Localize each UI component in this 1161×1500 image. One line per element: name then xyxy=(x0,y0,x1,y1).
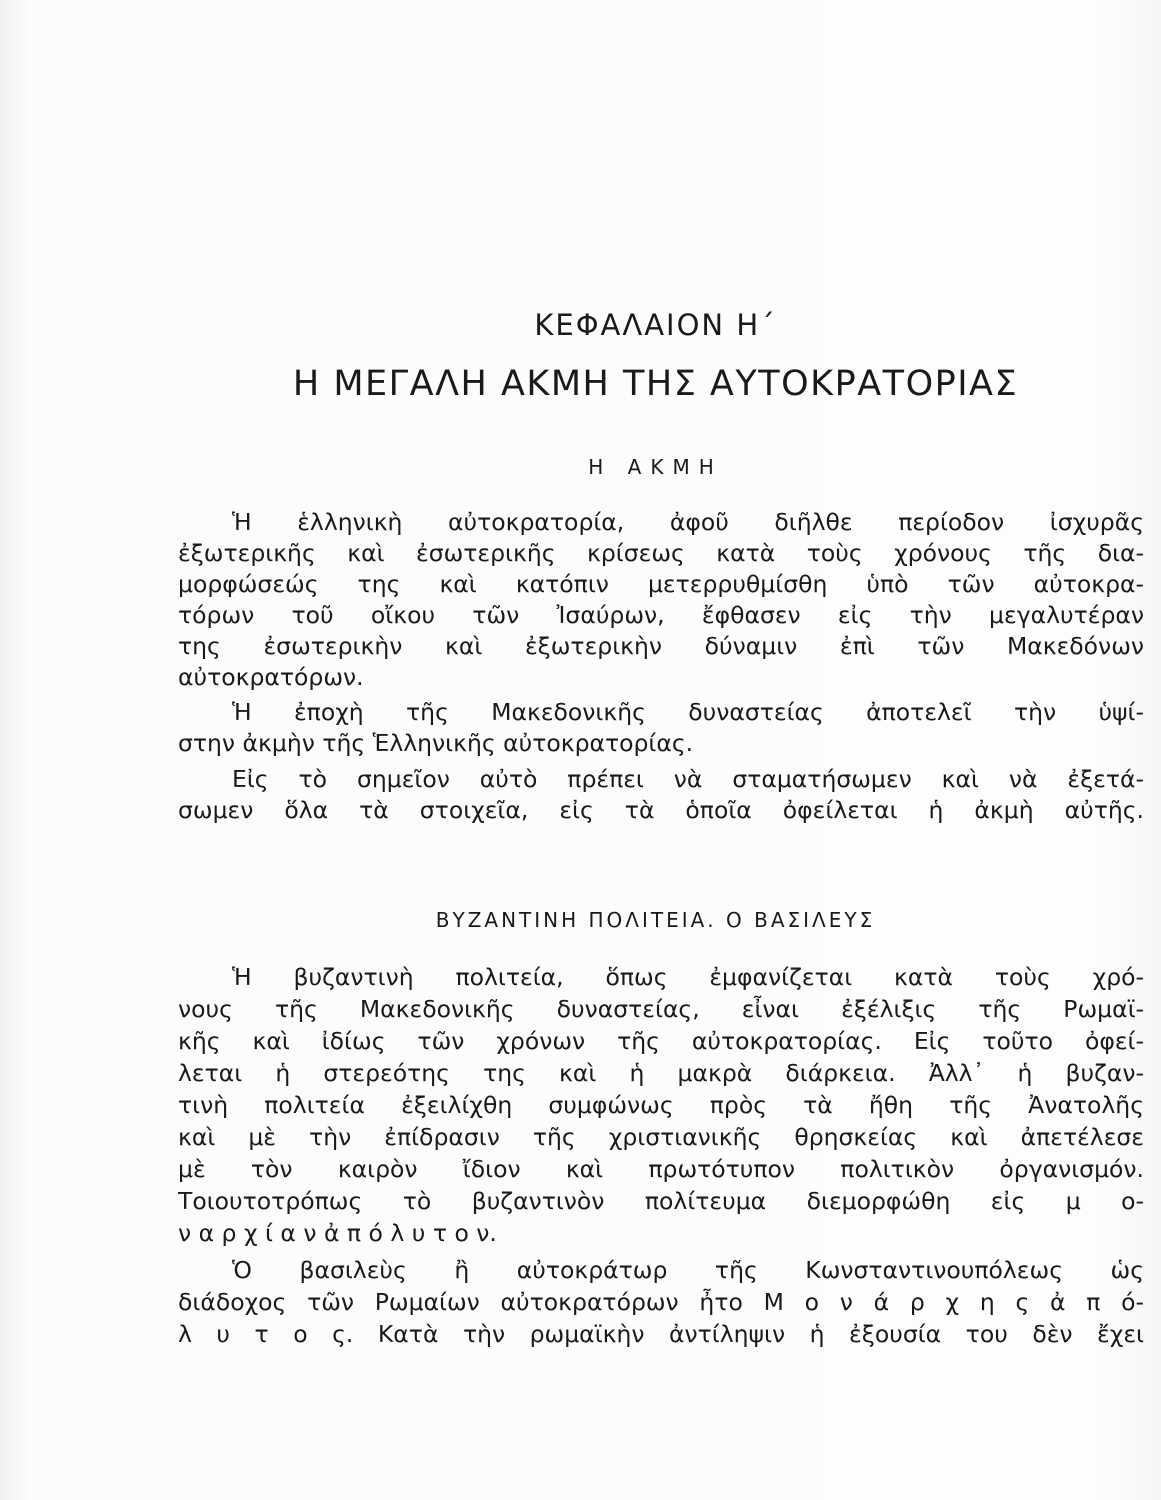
paragraph-line: τινὴ πολιτεία ἐξειλίχθη συμφώνως πρὸς τὰ ἤθη τῆς Ἀνατολῆς xyxy=(178,1091,1144,1119)
paragraph-line: ν α ρ χ ί α ν ἀ π ό λ υ τ ο ν. xyxy=(178,1219,497,1247)
paragraph-line: μορφώσεώς της καὶ κατόπιν μετερρυθμίσθη ὑπὸ τῶν αὐτοκρα- xyxy=(178,570,1144,598)
chapter-title: Η ΜΕΓΑΛΗ ΑΚΜΗ ΤΗΣ ΑΥΤΟΚΡΑΤΟΡΙΑΣ xyxy=(292,364,1019,404)
paragraph-line: Ἡ ἐποχὴ τῆς Μακεδονικῆς δυναστείας ἀποτελεῖ τὴν ὑψί- xyxy=(232,698,1144,726)
paragraph-line: Ὁ βασιλεὺς ἢ αὐτοκράτωρ τῆς Κωνσταντινουπόλεως ὡς xyxy=(232,1256,1144,1284)
section-heading-akmi: Η ΑΚΜΗ xyxy=(588,455,723,479)
paragraph-line: Ἡ βυζαντινὴ πολιτεία, ὅπως ἐμφανίζεται κατὰ τοὺς χρό- xyxy=(232,963,1144,991)
paragraph-line: σωμεν ὅλα τὰ στοιχεῖα, εἰς τὰ ὁποῖα ὀφείλεται ἡ ἀκμὴ αὐτῆς. xyxy=(178,796,1144,824)
paragraph-line: στην ἀκμὴν τῆς Ἑλληνικῆς αὐτοκρατορίας. xyxy=(178,729,694,757)
paragraph-line: μὲ τὸν καιρὸν ἴδιον καὶ πρωτότυπον πολιτικὸν ὀργανισμόν. xyxy=(178,1155,1144,1183)
paragraph-line: Εἰς τὸ σημεῖον αὐτὸ πρέπει νὰ σταματήσωμεν καὶ νὰ ἐξετά- xyxy=(232,765,1144,793)
paragraph-line: νους τῆς Μακεδονικῆς δυναστείας, εἶναι ἐξέλιξις τῆς Ρωμαϊ- xyxy=(178,995,1144,1023)
paragraph-line: καὶ μὲ τὴν ἐπίδρασιν τῆς χριστιανικῆς θρησκείας καὶ ἀπετέλεσε xyxy=(178,1123,1144,1151)
paragraph-line: διάδοχος τῶν Ρωμαίων αὐτοκρατόρων ἦτο Μ ο ν ά ρ χ η ς ἀ π ό- xyxy=(178,1288,1144,1316)
paragraph-line: λ υ τ ο ς. Κατὰ τὴν ρωμαϊκὴν ἀντίληψιν ἡ ἐξουσία του δὲν ἔχει xyxy=(178,1320,1144,1348)
paragraph-line: τόρων τοῦ οἴκου τῶν Ἰσαύρων, ἔφθασεν εἰς τὴν μεγαλυτέραν xyxy=(178,601,1144,629)
paragraph-line: αὐτοκρατόρων. xyxy=(178,663,364,691)
paragraph-line: ἐξωτερικῆς καὶ ἐσωτερικῆς κρίσεως κατὰ τοὺς χρόνους τῆς δια- xyxy=(178,539,1144,567)
section-heading-politeia: ΒΥΖΑΝΤΙΝΗ ΠΟΛΙΤΕΙΑ. Ο ΒΑΣΙΛΕΥΣ xyxy=(435,908,876,932)
paragraph-line: κῆς καὶ ἰδίως τῶν χρόνων τῆς αὐτοκρατορίας. Εἰς τοῦτο ὀφεί- xyxy=(178,1027,1144,1055)
paragraph-line: Τοιουτοτρόπως τὸ βυζαντινὸν πολίτευμα διεμορφώθη εἰς μ ο- xyxy=(178,1187,1144,1215)
paragraph-line: Ἡ ἑλληνικὴ αὐτοκρατορία, ἀφοῦ διῆλθε περίοδον ἰσχυρᾶς xyxy=(232,508,1144,536)
paragraph-line: λεται ἡ στερεότης της καὶ ἡ μακρὰ διάρκεια. Ἀλλ᾽ ἡ βυζαν- xyxy=(178,1059,1144,1087)
paragraph-line: της ἐσωτερικὴν καὶ ἐξωτερικὴν δύναμιν ἐπὶ τῶν Μακεδόνων xyxy=(178,632,1144,660)
chapter-number: ΚΕΦΑΛΑΙΟΝ Η΄ xyxy=(534,308,777,342)
